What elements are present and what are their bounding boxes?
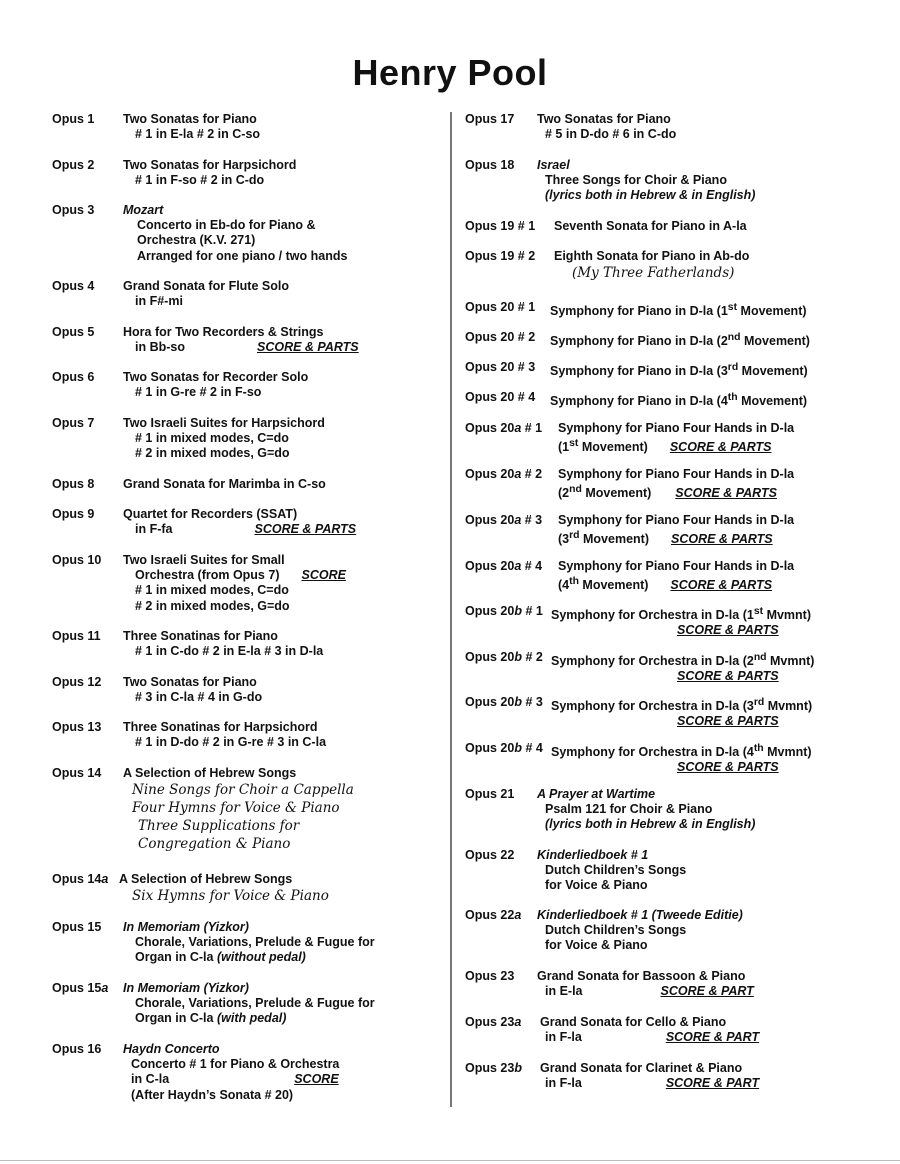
opus-entry bbox=[465, 158, 755, 204]
work-detail: Dutch Children’s Songs bbox=[545, 923, 687, 938]
opus-number: Opus 13 bbox=[52, 720, 102, 734]
opus-number: Opus 6 bbox=[52, 370, 95, 384]
opus-suffix: b bbox=[514, 650, 522, 664]
work-title-text: Symphony for Piano in D-la (4 bbox=[550, 394, 728, 409]
work-title-text: Symphony for Piano in D-la (1 bbox=[550, 304, 728, 319]
ordinal-suffix: th bbox=[569, 576, 579, 588]
opus-number: Opus 8 bbox=[52, 477, 95, 491]
work-note: (with pedal) bbox=[216, 1011, 287, 1026]
opus-suffix: b bbox=[514, 604, 522, 618]
movement bbox=[558, 440, 648, 454]
opus-number-text: Opus 20 bbox=[465, 604, 515, 618]
song-collection: Congregation & Piano bbox=[138, 836, 291, 853]
opus-number-text: Opus 20 bbox=[465, 650, 515, 664]
ordinal-suffix: th bbox=[727, 392, 738, 403]
opus-number bbox=[465, 1061, 540, 1076]
opus-entry bbox=[465, 969, 754, 999]
movement-text: Movement) bbox=[578, 440, 648, 455]
opus-entry bbox=[465, 604, 811, 639]
opus-entry bbox=[465, 300, 807, 319]
work-title: Symphony for Piano Four Hands in D-la bbox=[558, 467, 795, 481]
work-title bbox=[551, 604, 811, 623]
movement bbox=[558, 532, 649, 546]
work-title-text: Symphony for Piano in D-la (3 bbox=[550, 364, 728, 379]
work-title: Grand Sonata for Flute Solo bbox=[123, 279, 289, 293]
work-title: Symphony for Piano Four Hands in D-la bbox=[558, 513, 795, 527]
work-title: In Memoriam (Yizkor) bbox=[123, 981, 249, 995]
opus-entry bbox=[52, 416, 325, 462]
score-part-link[interactable]: SCORE & PART bbox=[665, 1030, 760, 1045]
work-title bbox=[550, 300, 807, 319]
work-title-text: Movement) bbox=[740, 334, 810, 349]
opus-number: Opus 20 # 2 bbox=[465, 330, 536, 344]
opus-suffix: a bbox=[101, 872, 109, 886]
opus-entry bbox=[465, 467, 794, 502]
opus-entry bbox=[465, 695, 812, 730]
opus-entry bbox=[52, 629, 323, 659]
ordinal-suffix: th bbox=[753, 743, 764, 754]
score-parts-link[interactable]: SCORE & PARTS bbox=[677, 760, 779, 775]
score-parts-link[interactable]: SCORE & PARTS bbox=[670, 532, 773, 547]
work-title: Grand Sonata for Clarinet & Piano bbox=[540, 1061, 743, 1075]
work-detail bbox=[465, 1030, 759, 1045]
work-detail bbox=[465, 1076, 759, 1091]
opus-number-text: Opus 23 bbox=[465, 1061, 515, 1075]
opus-entry bbox=[465, 908, 743, 954]
opus-number: Opus 1 bbox=[52, 112, 95, 126]
opus-suffix: a bbox=[514, 467, 522, 481]
work-detail bbox=[465, 760, 812, 775]
work-detail: in F#-mi bbox=[135, 294, 183, 309]
opus-entry bbox=[465, 112, 676, 142]
work-detail: # 1 in C-do # 2 in E-la # 3 in D-la bbox=[135, 644, 324, 659]
opus-suffix: a bbox=[514, 908, 522, 922]
work-key: in F-fa bbox=[135, 522, 173, 537]
ordinal-suffix: rd bbox=[727, 362, 739, 373]
opus-number: Opus 19 # 1 bbox=[465, 219, 536, 233]
opus-entry bbox=[465, 650, 814, 685]
opus-entry bbox=[465, 390, 807, 409]
movement-text: (1 bbox=[558, 440, 570, 455]
work-detail bbox=[52, 1072, 339, 1087]
opus-number bbox=[465, 467, 558, 482]
work-title bbox=[551, 650, 814, 669]
opus-number-text: Opus 20 bbox=[465, 695, 515, 709]
work-detail: # 1 in mixed modes, C=do bbox=[135, 431, 289, 446]
score-parts-link[interactable]: SCORE & PARTS bbox=[257, 340, 359, 355]
work-title: A Selection of Hebrew Songs bbox=[123, 766, 297, 780]
opus-number: Opus 18 bbox=[465, 158, 515, 172]
work-detail bbox=[465, 436, 794, 455]
opus-number bbox=[465, 604, 551, 623]
work-title: Haydn Concerto bbox=[123, 1042, 220, 1056]
ordinal-suffix: st bbox=[753, 606, 764, 617]
opus-number-text: Opus 20 bbox=[465, 513, 515, 527]
opus-entry bbox=[52, 553, 346, 614]
opus-number: Opus 20 # 1 bbox=[465, 300, 536, 314]
opus-number: Opus 5 bbox=[52, 325, 95, 339]
work-detail: # 5 in D-do # 6 in C-do bbox=[545, 127, 677, 142]
work-title: Grand Sonata for Cello & Piano bbox=[540, 1015, 727, 1029]
opus-number: Opus 9 bbox=[52, 507, 95, 521]
movement-text: Movement) bbox=[581, 486, 652, 501]
work-detail: for Voice & Piano bbox=[545, 938, 648, 953]
work-title: Quartet for Recorders (SSAT) bbox=[123, 507, 298, 521]
work-title: In Memoriam (Yizkor) bbox=[123, 920, 249, 934]
work-detail: for Voice & Piano bbox=[545, 878, 648, 893]
column-divider bbox=[450, 112, 452, 1107]
movement-text: (2 bbox=[558, 486, 570, 501]
work-title: Two Sonatas for Recorder Solo bbox=[123, 370, 309, 384]
opus-number bbox=[52, 872, 119, 887]
work-title: Kinderliedboek # 1 (Tweede Editie) bbox=[537, 908, 743, 922]
opus-number: Opus 11 bbox=[52, 629, 101, 643]
work-detail: # 2 in mixed modes, G=do bbox=[135, 446, 290, 461]
opus-suffix: a bbox=[514, 1015, 522, 1029]
opus-number: Opus 23 bbox=[465, 969, 515, 983]
work-title-text: Mvmnt) bbox=[766, 654, 815, 669]
opus-number: Opus 2 bbox=[52, 158, 95, 172]
work-title-text: Movement) bbox=[737, 304, 807, 319]
ordinal-suffix: st bbox=[727, 302, 738, 313]
score-part-link[interactable]: SCORE & PART bbox=[660, 984, 754, 999]
opus-number-text: Opus 20 bbox=[465, 741, 515, 755]
opus-number-text: # 3 bbox=[521, 513, 543, 527]
work-detail bbox=[465, 574, 794, 593]
score-parts-link[interactable]: SCORE & PARTS bbox=[677, 623, 779, 638]
work-title: Two Sonatas for Harpsichord bbox=[123, 158, 297, 172]
work-title-text: Symphony for Orchestra in D-la (2 bbox=[551, 654, 754, 669]
opus-number bbox=[465, 908, 537, 923]
ordinal-suffix: rd bbox=[569, 530, 580, 542]
opus-entry bbox=[52, 203, 347, 264]
opus-number bbox=[465, 695, 551, 714]
work-title: Mozart bbox=[123, 203, 164, 217]
work-title: Kinderliedboek # 1 bbox=[537, 848, 649, 862]
work-title-text: Movement) bbox=[738, 364, 808, 379]
opus-entry bbox=[465, 848, 686, 894]
work-note: (lyrics both in Hebrew & in English) bbox=[545, 188, 756, 203]
work-title: Two Israeli Suites for Harpsichord bbox=[123, 416, 325, 430]
work-title: Hora for Two Recorders & Strings bbox=[123, 325, 324, 339]
opus-entry bbox=[52, 158, 296, 188]
opus-entry bbox=[465, 360, 808, 379]
work-title-text: Mvmnt) bbox=[763, 608, 812, 623]
opus-number bbox=[465, 650, 551, 669]
opus-number-text: # 4 bbox=[521, 741, 543, 755]
opus-number-text: # 3 bbox=[521, 695, 543, 709]
work-title: Eighth Sonata for Piano in Ab-do bbox=[554, 249, 750, 263]
score-part-link[interactable]: SCORE & PART bbox=[665, 1076, 760, 1091]
opus-number bbox=[465, 513, 558, 528]
opus-entry bbox=[465, 421, 794, 456]
opus-suffix: a bbox=[514, 559, 522, 573]
work-detail bbox=[52, 950, 375, 965]
opus-number bbox=[465, 1015, 540, 1030]
opus-number: Opus 14 bbox=[52, 766, 102, 780]
work-title: Two Israeli Suites for Small bbox=[123, 553, 285, 567]
work-title: Two Sonatas for Piano bbox=[123, 675, 257, 689]
work-title: Seventh Sonata for Piano in A-la bbox=[554, 219, 747, 233]
work-detail: # 1 in E-la # 2 in C-so bbox=[135, 127, 261, 142]
opus-entry bbox=[52, 1042, 339, 1103]
work-title-text: Symphony for Orchestra in D-la (3 bbox=[551, 699, 754, 714]
work-title bbox=[550, 330, 810, 349]
work-title-text: Symphony for Piano in D-la (2 bbox=[550, 334, 728, 349]
song-collection: Three Supplications for bbox=[138, 818, 300, 835]
work-title: A Prayer at Wartime bbox=[537, 787, 656, 801]
work-key: in E-la bbox=[545, 984, 583, 999]
opus-entry bbox=[465, 219, 747, 234]
opus-suffix: b bbox=[514, 741, 522, 755]
work-note: (lyrics both in Hebrew & in English) bbox=[545, 817, 756, 832]
work-key: in Bb-so bbox=[135, 340, 185, 355]
opus-entry bbox=[52, 370, 308, 400]
opus-number: Opus 10 bbox=[52, 553, 102, 567]
work-key: in F-la bbox=[545, 1076, 582, 1091]
work-detail bbox=[465, 623, 811, 638]
work-detail: # 1 in G-re # 2 in F-so bbox=[135, 385, 262, 400]
work-detail: # 1 in mixed modes, C=do bbox=[135, 583, 289, 598]
opus-number-text: Opus 23 bbox=[465, 1015, 515, 1029]
page-title: Henry Pool bbox=[352, 52, 548, 93]
score-parts-link[interactable]: SCORE & PARTS bbox=[677, 714, 779, 729]
work-title bbox=[551, 695, 812, 714]
score-parts-link[interactable]: SCORE & PARTS bbox=[669, 440, 772, 455]
work-title: Three Sonatinas for Piano bbox=[123, 629, 278, 643]
opus-number: Opus 16 bbox=[52, 1042, 102, 1056]
opus-entry bbox=[52, 279, 289, 309]
work-detail bbox=[52, 340, 359, 355]
opus-entry bbox=[465, 1015, 759, 1045]
opus-number-text: # 1 bbox=[521, 421, 543, 435]
opus-number bbox=[465, 741, 551, 760]
opus-entry bbox=[465, 559, 794, 594]
work-detail: Orchestra (K.V. 271) bbox=[137, 233, 256, 248]
opus-entry bbox=[465, 330, 810, 349]
score-link[interactable]: SCORE bbox=[294, 1072, 339, 1087]
work-detail bbox=[52, 522, 356, 537]
opus-number: Opus 20 # 3 bbox=[465, 360, 536, 374]
work-subtitle: (My Three Fatherlands) bbox=[572, 265, 735, 282]
work-detail: Three Songs for Choir & Piano bbox=[545, 173, 727, 188]
work-title: A Selection of Hebrew Songs bbox=[119, 872, 293, 886]
opus-number-text: # 2 bbox=[521, 467, 543, 481]
work-detail: Chorale, Variations, Prelude & Fugue for bbox=[135, 996, 375, 1011]
work-title bbox=[550, 360, 808, 379]
opus-suffix: b bbox=[514, 695, 522, 709]
score-link[interactable]: SCORE bbox=[301, 568, 346, 583]
movement bbox=[558, 578, 648, 592]
opus-number: Opus 3 bbox=[52, 203, 95, 217]
opus-suffix: a bbox=[514, 421, 522, 435]
movement-text: (3 bbox=[558, 532, 570, 547]
opus-entry bbox=[52, 720, 326, 750]
opus-number: Opus 12 bbox=[52, 675, 102, 689]
work-key: in F-la bbox=[545, 1030, 582, 1045]
work-detail bbox=[52, 1011, 375, 1026]
work-detail bbox=[465, 984, 754, 999]
opus-entry bbox=[52, 872, 329, 905]
movement-text: Movement) bbox=[579, 532, 649, 547]
opus-entry bbox=[465, 787, 755, 833]
opus-entry bbox=[465, 513, 794, 548]
ordinal-suffix: nd bbox=[753, 652, 767, 663]
score-parts-link[interactable]: SCORE & PARTS bbox=[677, 669, 779, 684]
work-detail: (After Haydn’s Sonata # 20) bbox=[131, 1087, 294, 1102]
work-title-text: Mvmnt) bbox=[764, 699, 813, 714]
opus-number: Opus 4 bbox=[52, 279, 95, 293]
work-title: Symphony for Piano Four Hands in D-la bbox=[558, 559, 795, 573]
score-parts-link[interactable]: SCORE & PARTS bbox=[254, 522, 357, 537]
opus-number-text: Opus 22 bbox=[465, 908, 515, 922]
song-collection: Four Hymns for Voice & Piano bbox=[132, 800, 340, 817]
opus-number bbox=[52, 981, 123, 996]
work-title-text: Mvmnt) bbox=[763, 745, 812, 760]
work-detail: Concerto in Eb-do for Piano & bbox=[137, 218, 316, 233]
work-title-text: Movement) bbox=[737, 394, 808, 409]
movement bbox=[558, 486, 651, 500]
opus-number: Opus 17 bbox=[465, 112, 515, 126]
work-detail bbox=[465, 482, 794, 501]
work-note: (without pedal) bbox=[216, 950, 306, 965]
opus-number-text: # 1 bbox=[521, 604, 543, 618]
opus-number-text: # 2 bbox=[521, 650, 543, 664]
work-detail: Chorale, Variations, Prelude & Fugue for bbox=[135, 935, 375, 950]
opus-entry bbox=[52, 766, 354, 853]
opus-entry bbox=[465, 249, 749, 282]
work-title: Two Sonatas for Piano bbox=[123, 112, 257, 126]
opus-entry bbox=[52, 675, 262, 705]
opus-number-text: Opus 20 bbox=[465, 421, 515, 435]
opus-entry bbox=[52, 477, 326, 492]
page-bottom-rule bbox=[0, 1160, 900, 1161]
opus-number: Opus 7 bbox=[52, 416, 95, 430]
work-title: Three Sonatinas for Harpsichord bbox=[123, 720, 318, 734]
opus-number bbox=[465, 421, 558, 436]
opus-entry bbox=[465, 741, 812, 776]
opus-entry bbox=[465, 1061, 759, 1091]
opus-number: Opus 21 bbox=[465, 787, 515, 801]
work-detail bbox=[52, 568, 346, 583]
opus-number-text: Opus 20 bbox=[465, 559, 515, 573]
opus-entry bbox=[52, 325, 359, 355]
work-detail: Arranged for one piano / two hands bbox=[137, 248, 348, 263]
work-title: Two Sonatas for Piano bbox=[537, 112, 671, 126]
work-detail-text: Organ in C-la bbox=[135, 950, 214, 965]
opus-suffix: a bbox=[514, 513, 522, 527]
opus-number-text: # 4 bbox=[521, 559, 543, 573]
work-title: Grand Sonata for Marimba in C-so bbox=[123, 477, 326, 491]
opus-number: Opus 20 # 4 bbox=[465, 390, 536, 404]
work-detail: Concerto # 1 for Piano & Orchestra bbox=[131, 1057, 340, 1072]
work-detail: # 2 in mixed modes, G=do bbox=[135, 598, 290, 613]
work-detail: Psalm 121 for Choir & Piano bbox=[545, 802, 713, 817]
work-detail: # 3 in C-la # 4 in G-do bbox=[135, 690, 263, 705]
song-collection: Nine Songs for Choir a Cappella bbox=[132, 782, 354, 799]
opus-number-text: Opus 20 bbox=[465, 467, 515, 481]
work-title-text: Symphony for Orchestra in D-la (1 bbox=[551, 608, 754, 623]
ordinal-suffix: nd bbox=[727, 332, 741, 343]
ordinal-suffix: rd bbox=[753, 697, 765, 708]
work-detail-text: Organ in C-la bbox=[135, 1011, 214, 1026]
opus-entry bbox=[52, 981, 375, 1027]
opus-entry bbox=[52, 507, 356, 537]
score-parts-link[interactable]: SCORE & PARTS bbox=[675, 486, 777, 501]
work-detail bbox=[465, 669, 814, 684]
work-detail bbox=[465, 528, 794, 547]
work-key: in C-la bbox=[131, 1072, 170, 1087]
work-title bbox=[551, 741, 812, 760]
opus-number: Opus 15 bbox=[52, 920, 102, 934]
opus-number bbox=[465, 559, 558, 574]
opus-number-text: Opus 15 bbox=[52, 981, 102, 995]
opus-suffix: a bbox=[101, 981, 109, 995]
work-title: Grand Sonata for Bassoon & Piano bbox=[537, 969, 746, 983]
work-title-text: Symphony for Orchestra in D-la (4 bbox=[551, 745, 754, 760]
opus-number-text: Opus 14 bbox=[52, 872, 102, 886]
ordinal-suffix: nd bbox=[569, 484, 582, 496]
work-title bbox=[550, 390, 807, 409]
work-title: Israel bbox=[537, 158, 570, 172]
opus-entry bbox=[52, 112, 260, 142]
opus-number: Opus 22 bbox=[465, 848, 515, 862]
opus-entry bbox=[52, 920, 375, 966]
work-title: Symphony for Piano Four Hands in D-la bbox=[558, 421, 795, 435]
ordinal-suffix: st bbox=[569, 438, 579, 450]
work-detail: Dutch Children’s Songs bbox=[545, 863, 687, 878]
opus-number: Opus 19 # 2 bbox=[465, 249, 536, 263]
movement-text: (4 bbox=[558, 578, 570, 593]
song-collection: Six Hymns for Voice & Piano bbox=[132, 888, 329, 905]
movement-text: Movement) bbox=[578, 578, 649, 593]
work-detail-text: Orchestra (from Opus 7) bbox=[135, 568, 280, 583]
work-detail: # 1 in F-so # 2 in C-do bbox=[135, 173, 265, 188]
work-detail: # 1 in D-do # 2 in G-re # 3 in C-la bbox=[135, 735, 327, 750]
work-detail bbox=[465, 714, 812, 729]
opus-suffix: b bbox=[514, 1061, 522, 1075]
score-parts-link[interactable]: SCORE & PARTS bbox=[670, 578, 773, 593]
